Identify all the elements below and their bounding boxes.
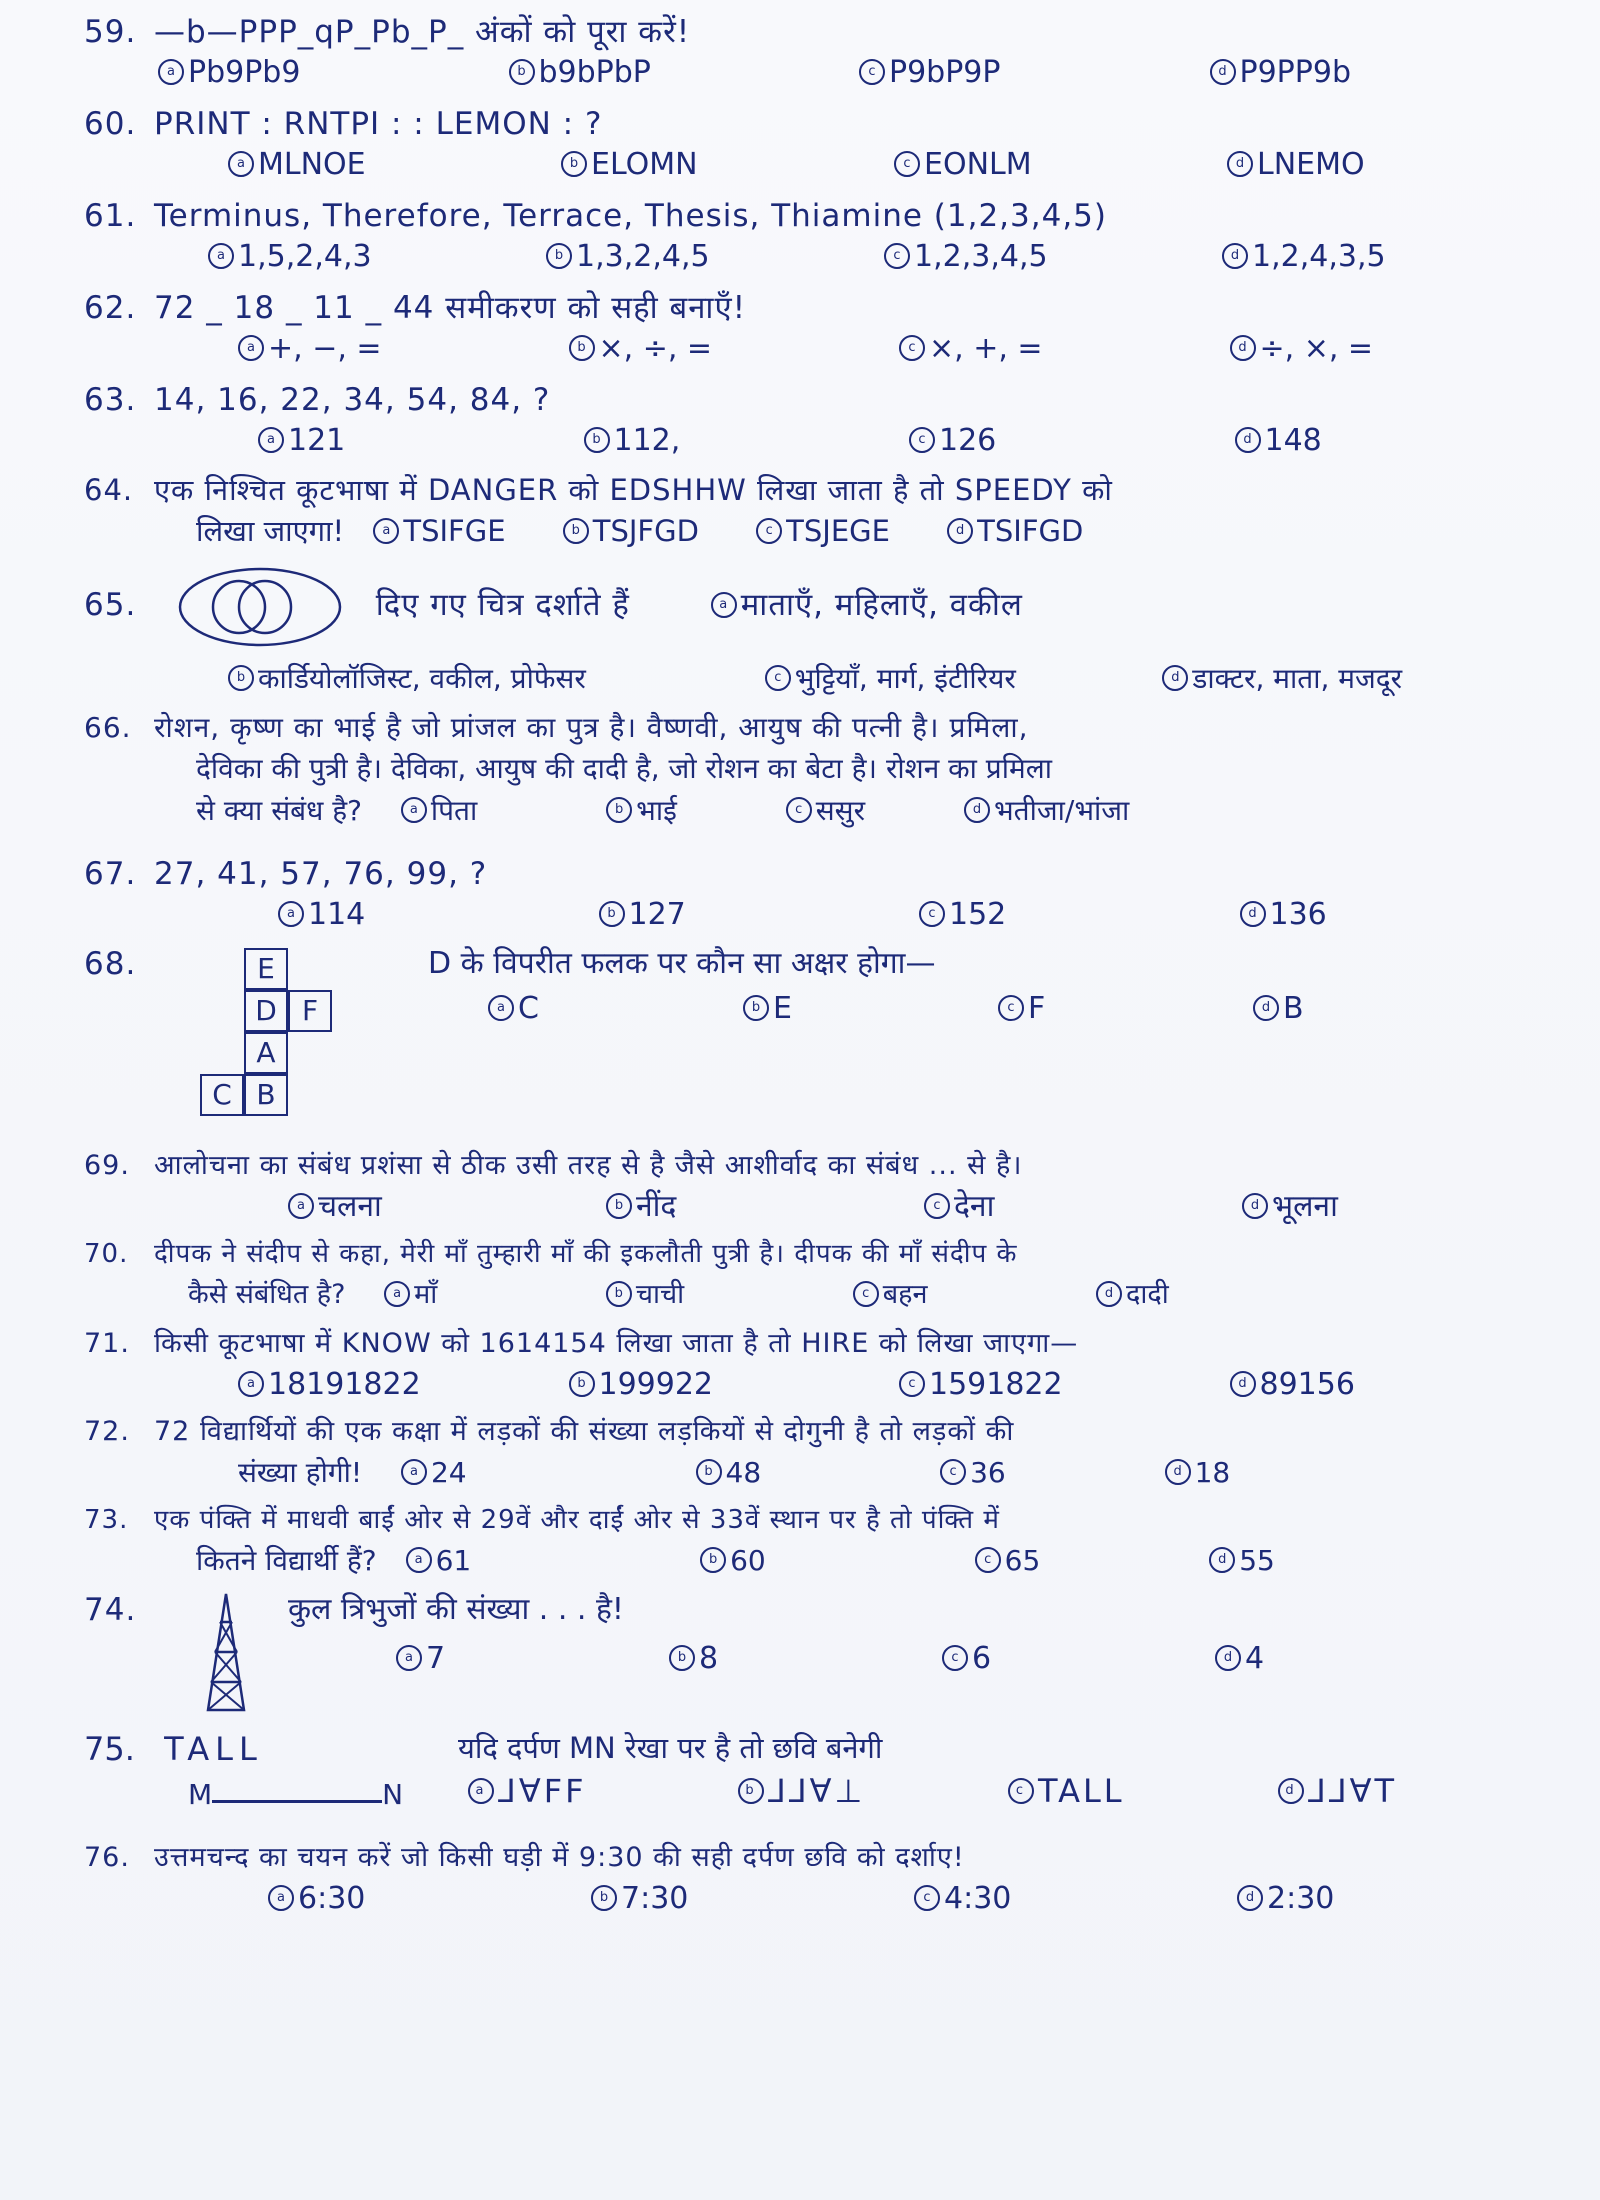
question-text: यदि दर्पण MN रेखा पर है तो छवि बनेगी [458, 1731, 883, 1765]
question-text: किसी कूटभाषा में KNOW को 1614154 लिखा जाता है तो HIRE को लिखा जाएगा— [154, 1328, 1079, 1359]
question-number: 70. [84, 1239, 129, 1269]
option-a: a ⅃ⱯFF [468, 1770, 738, 1812]
question-75 [84, 1728, 1560, 1828]
question-number: 69. [84, 1150, 130, 1181]
question-number: 72. [84, 1416, 130, 1447]
option-a: a पिता [401, 790, 477, 832]
question-number: 63. [84, 382, 137, 418]
question-71 [84, 1324, 1560, 1406]
question-text: एक निश्चित कूटभाषा में DANGER को EDSHHW लिखा जाता है तो SPEEDY को [154, 473, 1113, 507]
option-d: d दादी [1096, 1274, 1169, 1316]
question-74 [84, 1590, 1560, 1716]
option-b: b कार्डियोलॉजिस्ट, वकील, प्रोफेसर [228, 658, 765, 700]
option-b: b 48 [696, 1452, 762, 1494]
option-d: d P9PP9b [1210, 52, 1561, 94]
option-c: c F [998, 988, 1253, 1030]
question-text: दीपक ने संदीप से कहा, मेरी माँ तुम्हारी माँ की इकलौती पुत्री है। दीपक की माँ संदीप के [154, 1239, 1018, 1269]
option-c: c TALL [1008, 1770, 1278, 1812]
option-d: d 18 [1165, 1452, 1231, 1494]
option-d: d भतीजा/भांजा [964, 790, 1129, 832]
option-b: b नींद [606, 1186, 924, 1228]
question-text: दिए गए चित्र दर्शाते हैं [375, 587, 630, 623]
option-c: c 126 [909, 420, 1235, 462]
cube-face-d: D [244, 990, 288, 1032]
option-c: c 6 [942, 1638, 1215, 1680]
option-a: a 24 [401, 1452, 467, 1494]
question-number: 60. [84, 106, 137, 142]
option-c: c 65 [975, 1540, 1041, 1582]
option-d: d भूलना [1242, 1186, 1560, 1228]
option-a: a माताएँ, महिलाएँ, वकील [711, 560, 1023, 650]
question-number: 62. [84, 290, 137, 326]
option-d: d ÷, ×, = [1230, 328, 1561, 370]
question-number: 71. [84, 1328, 130, 1359]
question-63 [84, 380, 1560, 462]
question-70 [84, 1234, 1560, 1316]
option-d: d B [1253, 988, 1508, 1030]
question-60 [84, 104, 1560, 186]
option-a: a 61 [406, 1540, 472, 1582]
question-text: उत्तमचन्द का चयन करें जो किसी घड़ी में 9:30 की सही दर्पण छवि को दर्शाए! [154, 1842, 965, 1873]
question-66 [84, 708, 1560, 832]
question-text: —b—PPP_qP_Pb_P_ अंकों को पूरा करें! [154, 14, 691, 50]
option-a: a C [488, 988, 743, 1030]
option-b: b ×, ÷, = [569, 328, 900, 370]
option-d: d 4 [1215, 1638, 1488, 1680]
option-b: b 60 [700, 1540, 766, 1582]
question-67 [84, 854, 1560, 936]
venn-diagram [175, 564, 345, 650]
option-c: c 36 [940, 1452, 1006, 1494]
option-b: b 199922 [569, 1364, 900, 1406]
option-b: b b9bPbP [509, 52, 860, 94]
mirror-word: TALL [164, 1730, 263, 1768]
question-text-continued: संख्या होगी! [238, 1456, 363, 1489]
question-text-continued: कैसे संबंधित है? [188, 1279, 346, 1310]
question-number: 59. [84, 14, 137, 50]
option-d: d 2:30 [1237, 1878, 1560, 1920]
option-d: d 55 [1209, 1540, 1275, 1582]
option-a: a TSIFGE [373, 510, 505, 552]
option-a: a +, −, = [238, 328, 569, 370]
question-number: 73. [84, 1505, 129, 1535]
question-text-continued: लिखा जाएगा! [196, 514, 345, 548]
question-text: D के विपरीत फलक पर कौन सा अक्षर होगा— [428, 946, 936, 981]
option-d: d LNEMO [1227, 144, 1560, 186]
option-b: b ⅃⅃Ɐ⊥ [738, 1770, 1008, 1812]
option-b: b TSJFGD [563, 510, 699, 552]
option-d: d 136 [1240, 894, 1561, 936]
question-text: कुल त्रिभुजों की संख्या . . . है! [288, 1592, 624, 1627]
question-text: 14, 16, 22, 34, 54, 84, ? [154, 382, 551, 418]
question-72 [84, 1412, 1560, 1494]
cube-face-a: A [244, 1032, 288, 1074]
option-a: a 7 [396, 1638, 669, 1680]
option-b: b भाई [606, 790, 677, 832]
option-b: b 1,3,2,4,5 [546, 236, 884, 278]
question-73 [84, 1500, 1560, 1582]
question-59 [84, 12, 1560, 94]
option-c: c P9bP9P [859, 52, 1210, 94]
option-d: d ⅃⅃ⱯT [1278, 1770, 1548, 1812]
option-c: c ससुर [786, 790, 865, 832]
cube-face-e: E [244, 948, 288, 990]
question-76 [84, 1838, 1560, 1920]
option-b: b 127 [599, 894, 920, 936]
question-65 [84, 560, 1560, 700]
option-a: a 18191822 [238, 1364, 569, 1406]
option-c: c भुट्टियाँ, मार्ग, इंटीरियर [765, 658, 1163, 700]
question-text: PRINT : RNTPI : : LEMON : ? [154, 106, 603, 142]
question-text: आलोचना का संबंध प्रशंसा से ठीक उसी तरह से है जैसे आशीर्वाद का संबंध ... से है। [154, 1150, 1023, 1181]
question-68 [84, 944, 1560, 1134]
cube-face-f: F [288, 990, 332, 1032]
question-number: 75. [84, 1730, 135, 1768]
cube-face-c: C [200, 1074, 244, 1116]
question-number: 61. [84, 198, 137, 234]
question-number: 65. [84, 587, 137, 623]
option-c: c EONLM [894, 144, 1227, 186]
option-a: a Pb9Pb9 [158, 52, 509, 94]
question-64 [84, 470, 1560, 552]
option-c: c TSJEGE [756, 510, 890, 552]
option-c: c 4:30 [914, 1878, 1237, 1920]
option-c: c देना [924, 1186, 1242, 1228]
option-a: a 114 [278, 894, 599, 936]
option-a: a 1,5,2,4,3 [208, 236, 546, 278]
question-number: 68. [84, 946, 137, 982]
question-text-continued: देविका की पुत्री है। देविका, आयुष की दादी है, जो रोशन का बेटा है। रोशन का प्रमिला [196, 752, 1052, 785]
question-text: 72 विद्यार्थियों की एक कक्षा में लड़कों की संख्या लड़कियों से दोगुनी है तो लड़कों की [154, 1416, 1015, 1447]
question-text: रोशन, कृष्ण का भाई है जो प्रांजल का पुत्र है। वैष्णवी, आयुष की पत्नी है। प्रमिला, [154, 711, 1029, 744]
option-b: b 112, [584, 420, 910, 462]
question-number: 67. [84, 856, 137, 892]
question-69 [84, 1146, 1560, 1228]
option-b: b 8 [669, 1638, 942, 1680]
triangle-figure [206, 1592, 246, 1712]
question-text: एक पंक्ति में माधवी बाईं ओर से 29वें और दाईं ओर से 33वें स्थान पर है तो पंक्ति में [154, 1505, 1000, 1535]
option-b: b ELOMN [561, 144, 894, 186]
question-number: 76. [84, 1842, 130, 1873]
question-text: 27, 41, 57, 76, 99, ? [154, 856, 488, 892]
question-text-continued: कितने विद्यार्थी हैं? [196, 1544, 377, 1577]
option-b: b E [743, 988, 998, 1030]
option-a: a चलना [288, 1186, 606, 1228]
option-a: a 121 [258, 420, 584, 462]
option-c: c 152 [919, 894, 1240, 936]
cube-face-b: B [244, 1074, 288, 1116]
option-c: c बहन [853, 1274, 928, 1316]
question-number: 74. [84, 1592, 137, 1628]
question-62 [84, 288, 1560, 370]
option-a: a MLNOE [228, 144, 561, 186]
question-61 [84, 196, 1560, 278]
option-c: c ×, +, = [899, 328, 1230, 370]
option-d: d 1,2,4,3,5 [1222, 236, 1560, 278]
question-text: Terminus, Therefore, Terrace, Thesis, Thiamine (1,2,3,4,5) [154, 198, 1108, 234]
question-text-continued: से क्या संबंध है? [196, 794, 362, 827]
option-a: a 6:30 [268, 1878, 591, 1920]
option-a: a माँ [384, 1274, 437, 1316]
mirror-line: M N [188, 1778, 404, 1811]
option-b: b 7:30 [591, 1878, 914, 1920]
question-number: 66. [84, 711, 132, 744]
question-number: 64. [84, 473, 134, 507]
option-d: d 148 [1235, 420, 1561, 462]
option-d: d TSIFGD [947, 510, 1083, 552]
option-c: c 1591822 [899, 1364, 1230, 1406]
option-d: d डाक्टर, माता, मजदूर [1162, 658, 1560, 700]
option-c: c 1,2,3,4,5 [884, 236, 1222, 278]
question-text: 72 _ 18 _ 11 _ 44 समीकरण को सही बनाएँ! [154, 290, 747, 326]
option-d: d 89156 [1230, 1364, 1561, 1406]
option-b: b चाची [606, 1274, 684, 1316]
